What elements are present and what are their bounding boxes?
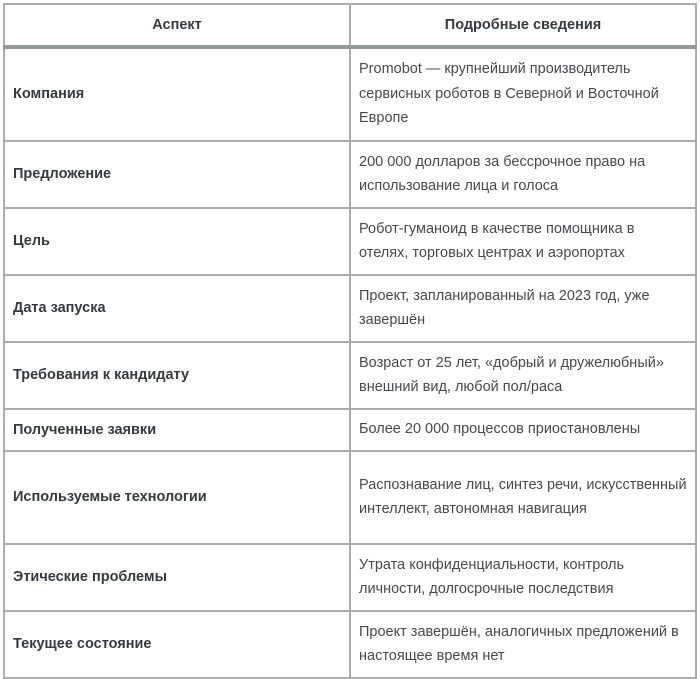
table-row <box>4 342 696 409</box>
column-header-details: Подробные сведения <box>350 4 696 47</box>
table-row <box>4 451 696 544</box>
column-header-aspect: Аспект <box>4 4 350 47</box>
table-row <box>4 544 696 611</box>
table-header-row <box>4 4 696 47</box>
aspect-cell: Требования к кандидату <box>4 342 350 409</box>
details-cell: Утрата конфиденциальности, контроль личности, долгосрочные последствия <box>350 544 696 611</box>
details-cell: Распознавание лиц, синтез речи, искусственный интеллект, автономная навигация <box>350 451 696 544</box>
details-cell: Проект, запланированный на 2023 год, уже завершён <box>350 275 696 342</box>
table-row <box>4 47 696 141</box>
table-row <box>4 208 696 275</box>
aspect-cell: Предложение <box>4 141 350 208</box>
aspect-cell: Компания <box>4 47 350 141</box>
aspect-cell: Цель <box>4 208 350 275</box>
details-cell: Проект завершён, аналогичных предложений в настоящее время нет <box>350 611 696 678</box>
details-cell: Возраст от 25 лет, «добрый и дружелюбный» внешний вид, любой пол/раса <box>350 342 696 409</box>
aspect-cell: Используемые технологии <box>4 451 350 544</box>
details-cell: Более 20 000 процессов приостановлены <box>350 409 696 451</box>
table-row <box>4 141 696 208</box>
aspect-cell: Дата запуска <box>4 275 350 342</box>
table-row <box>4 611 696 678</box>
details-cell: 200 000 долларов за бессрочное право на использование лица и голоса <box>350 141 696 208</box>
details-cell: Promobot — крупнейший производитель сервисных роботов в Северной и Восточной Европе <box>350 47 696 141</box>
details-cell: Робот-гуманоид в качестве помощника в отелях, торговых центрах и аэропортах <box>350 208 696 275</box>
aspect-cell: Этические проблемы <box>4 544 350 611</box>
aspect-cell: Полученные заявки <box>4 409 350 451</box>
table-row <box>4 275 696 342</box>
aspect-cell: Текущее состояние <box>4 611 350 678</box>
table-row <box>4 409 696 451</box>
details-table <box>3 3 697 679</box>
